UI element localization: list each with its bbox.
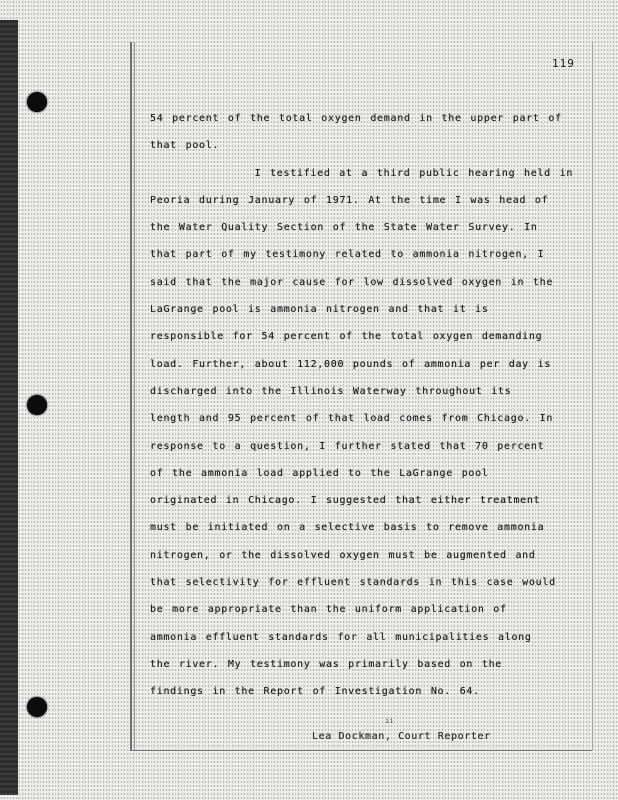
text-line: said that the major cause for low dissolved oxygen in the	[150, 276, 554, 288]
text-line: load. Further, about 112,000 pounds of ammonia per day is	[150, 358, 552, 370]
court-reporter-signature-line: Lea Dockman, Court Reporter	[312, 731, 491, 742]
text-line: nitrogen, or the dissolved oxygen must be augmented and	[150, 549, 536, 561]
bottom-margin-rule	[130, 750, 592, 751]
left-margin-rule	[130, 42, 132, 750]
text-line: the river. My testimony was primarily based on the	[150, 658, 503, 670]
text-line: that selectivity for effluent standards in this case would	[150, 577, 556, 589]
text-line: discharged into the Illinois Waterway throughout its	[150, 385, 512, 397]
text-line: response to a question, I further stated that 70 percent	[150, 440, 545, 452]
text-line: ammonia effluent standards for all municipalities along	[150, 631, 532, 643]
text-line: of the ammonia load applied to the LaGrange pool	[150, 467, 489, 479]
punch-hole	[27, 395, 47, 415]
text-line: originated in Chicago. I suggested that either treatment	[150, 495, 541, 507]
text-line: length and 95 percent of that load comes from Chicago. In	[150, 413, 554, 425]
punch-hole	[27, 697, 47, 717]
page-number: 119	[552, 57, 575, 70]
text-line: 54 percent of the total oxygen demand in the upper part of	[150, 113, 562, 124]
text-line: I testified at a third public hearing held in	[150, 167, 574, 179]
footer-mark: ii	[385, 717, 394, 725]
text-line: the Water Quality Section of the State Water Survey. In	[150, 222, 538, 234]
text-line: Peoria during January of 1971. At the time I was head of	[150, 194, 549, 206]
text-line: that part of my testimony related to ammonia nitrogen, I	[150, 249, 545, 261]
transcript-body	[150, 105, 590, 706]
text-line: responsible for 54 percent of the total oxygen demanding	[150, 331, 543, 343]
text-line: must be initiated on a selective basis to remove ammonia	[150, 522, 545, 534]
right-margin-rule	[592, 42, 593, 750]
left-margin-rule-inner	[134, 42, 135, 750]
text-line: LaGrange pool is ammonia nitrogen and that it is	[150, 304, 489, 316]
text-line: be more appropriate than the uniform application of	[150, 604, 507, 616]
text-line: that pool.	[150, 140, 220, 152]
text-line: findings in the Report of Investigation No. 64.	[150, 686, 480, 698]
binding-edge	[0, 20, 18, 795]
punch-hole	[27, 92, 47, 112]
